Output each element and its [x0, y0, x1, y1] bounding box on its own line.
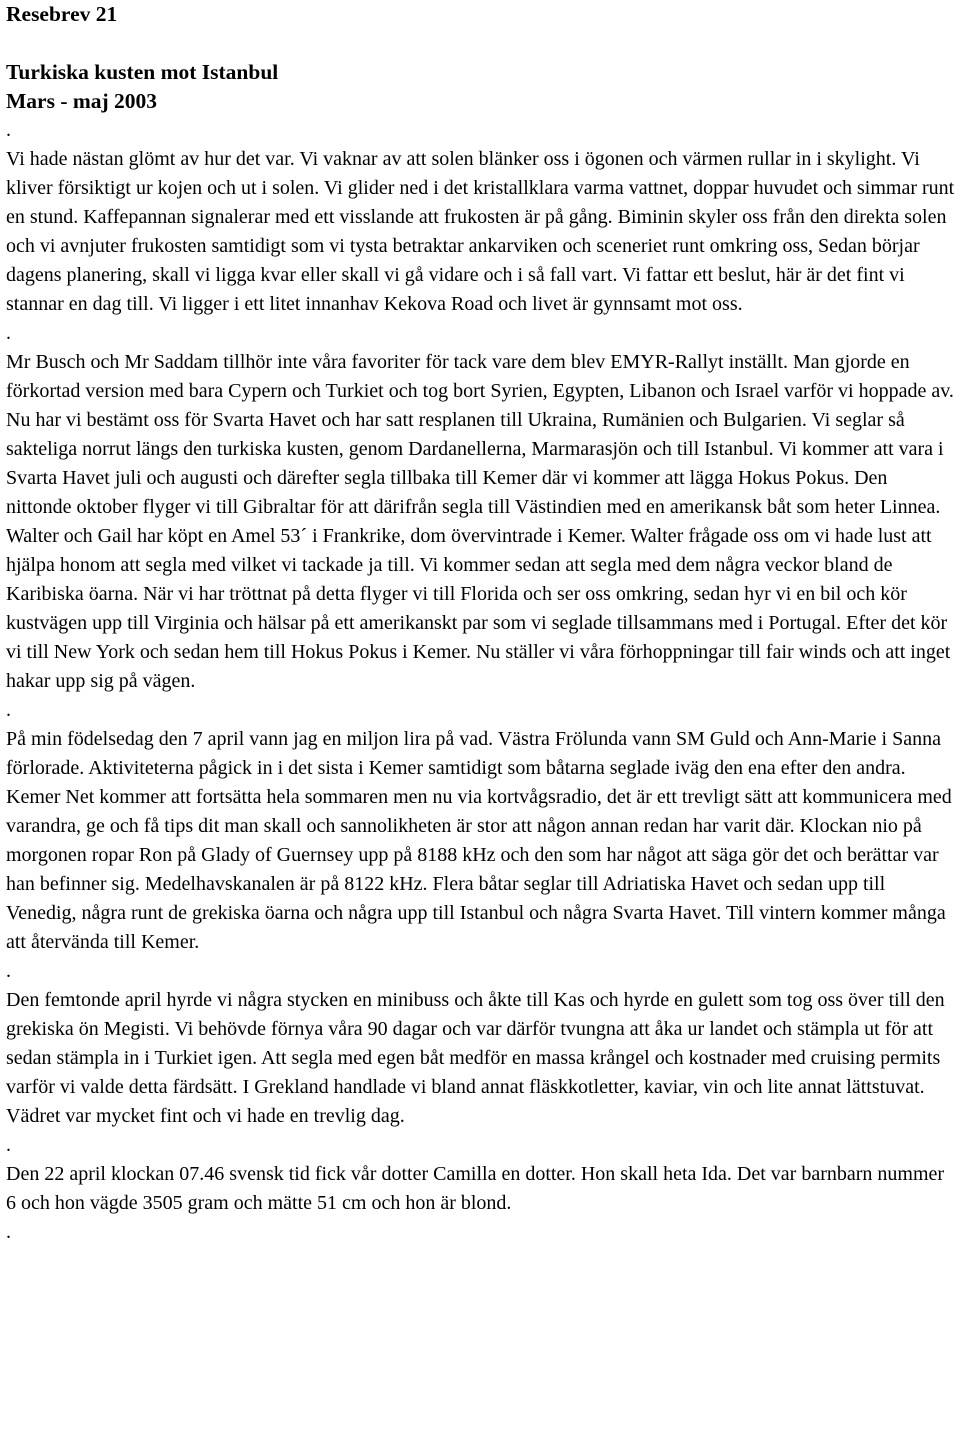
paragraph-morning: Vi hade nästan glömt av hur det var. Vi vaknar av att solen blänker oss i ögonen och värmen rullar in i skylight. Vi kliver försiktigt ur kojen och ut i solen. Vi glider ned i det kristallklara varma vattnet, doppar huvudet och simmar runt en stund. Kaffepannan signalerar med ett visslande att frukosten är på gång. Biminin skyler oss från den direkta solen och vi avnjuter frukosten samtidigt som vi tysta betraktar ankarviken och sceneriet runt omkring oss, Sedan börjar dagens planering, skall vi ligga kvar eller skall vi gå vidare och i så fall vart. Vi fattar ett beslut, här är det fint vi stannar en dag till. Vi ligger i ett litet innanhav Kekova Road och livet är gynnsamt mot oss. — [6, 148, 955, 315]
document-subtitle-route: Turkiska kusten mot Istanbul — [6, 60, 279, 84]
separator-dot: . — [6, 1221, 11, 1243]
paragraph-plans: Mr Busch och Mr Saddam tillhör inte våra favoriter för tack vare dem blev EMYR-Rallyt inställt. Man gjorde en förkortad version med bara Cypern och Turkiet och tog bort Syrien, Egypten, Libanon och Israel varför vi hoppade av. Nu har vi bestämt oss för Svarta Havet och har satt resplanen till Ukraina, Rumänien och Bulgarien. Vi seglar så sakteliga norrut längs den turkiska kusten, genom Dardanellerna, Marmarasjön och till Istanbul. Vi kommer att vara i Svarta Havet juli och augusti och därefter segla tillbaka till Kemer där vi kommer att lägga Hokus Pokus. Den nittonde oktober flyger vi till Gibraltar för att därifrån segla till Västindien med en amerikansk båt som heter Linnea. Walter och Gail har köpt en Amel 53´ i Frankrike, dom övervintrade i Kemer. Walter frågade oss om vi hade lust att hjälpa honom att segla med vilket vi tackade ja till. Vi kommer sedan att segla med dem några veckor bland de Karibiska öarna. När vi har tröttnat på detta flyger vi till Florida och ser oss omkring, sedan hyr vi en bil och kör kustvägen upp till Virginia och hälsar på ett amerikanskt par som vi seglade tillsammans med i Portugal. Efter det kör vi till New York och sedan hem till Hokus Pokus i Kemer. Nu ställer vi våra förhoppningar till fair winds och att inget hakar upp sig på vägen. — [6, 351, 954, 692]
document-title: Resebrev 21 — [6, 2, 118, 26]
paragraph-granddaughter: Den 22 april klockan 07.46 svensk tid fick vår dotter Camilla en dotter. Hon skall heta Ida. Det var barnbarn nummer 6 och hon vägde 3505 gram och mätte 51 cm och hon är blond. — [6, 1163, 945, 1214]
document-subtitle-date: Mars - maj 2003 — [6, 89, 158, 113]
separator-dot: . — [6, 1134, 11, 1156]
blank-line — [6, 29, 956, 58]
separator-dot: . — [6, 960, 11, 982]
letter-page — [6, 0, 956, 1247]
separator-dot: . — [6, 322, 11, 344]
paragraph-birthday: På min födelsedag den 7 april vann jag en miljon lira på vad. Västra Frölunda vann SM Guld och Ann-Marie i Sanna förlorade. Aktiviteterna pågick in i det sista i Kemer samtidigt som båtarna seglade iväg den ena efter den andra. Kemer Net kommer att fortsätta hela sommaren men nu via kortvågsradio, det är ett trevligt sätt att kommunicera med varandra, ge och få tips dit man skall och sannolikheten är stor att någon annan redan har varit där. Klockan nio på morgonen ropar Ron på Glady of Guernsey upp på 8188 kHz och den som har något att säga gör det och berättar var han befinner sig. Medelhavskanalen är på 8122 kHz. Flera båtar seglar till Adriatiska Havet och sedan upp till Venedig, några runt de grekiska öarna och några upp till Istanbul och några Svarta Havet. Till vintern kommer många att återvända till Kemer. — [6, 728, 952, 953]
separator-dot: . — [6, 119, 11, 141]
separator-dot: . — [6, 699, 11, 721]
paragraph-megisti: Den femtonde april hyrde vi några stycken en minibuss och åkte till Kas och hyrde en gulett som tog oss över till den grekiska ön Megisti. Vi behövde förnya våra 90 dagar och var därför tvungna att åka ur landet och stämpla ut för att sedan stämpla in i Turkiet igen. Att segla med egen båt medför en massa krångel och kostnader med cruising permits varför vi valde detta färdsätt. I Grekland handlade vi bland annat fläskkotletter, kaviar, vin och lite annat lättstuvat. Vädret var mycket fint och vi hade en trevlig dag. — [6, 989, 945, 1127]
